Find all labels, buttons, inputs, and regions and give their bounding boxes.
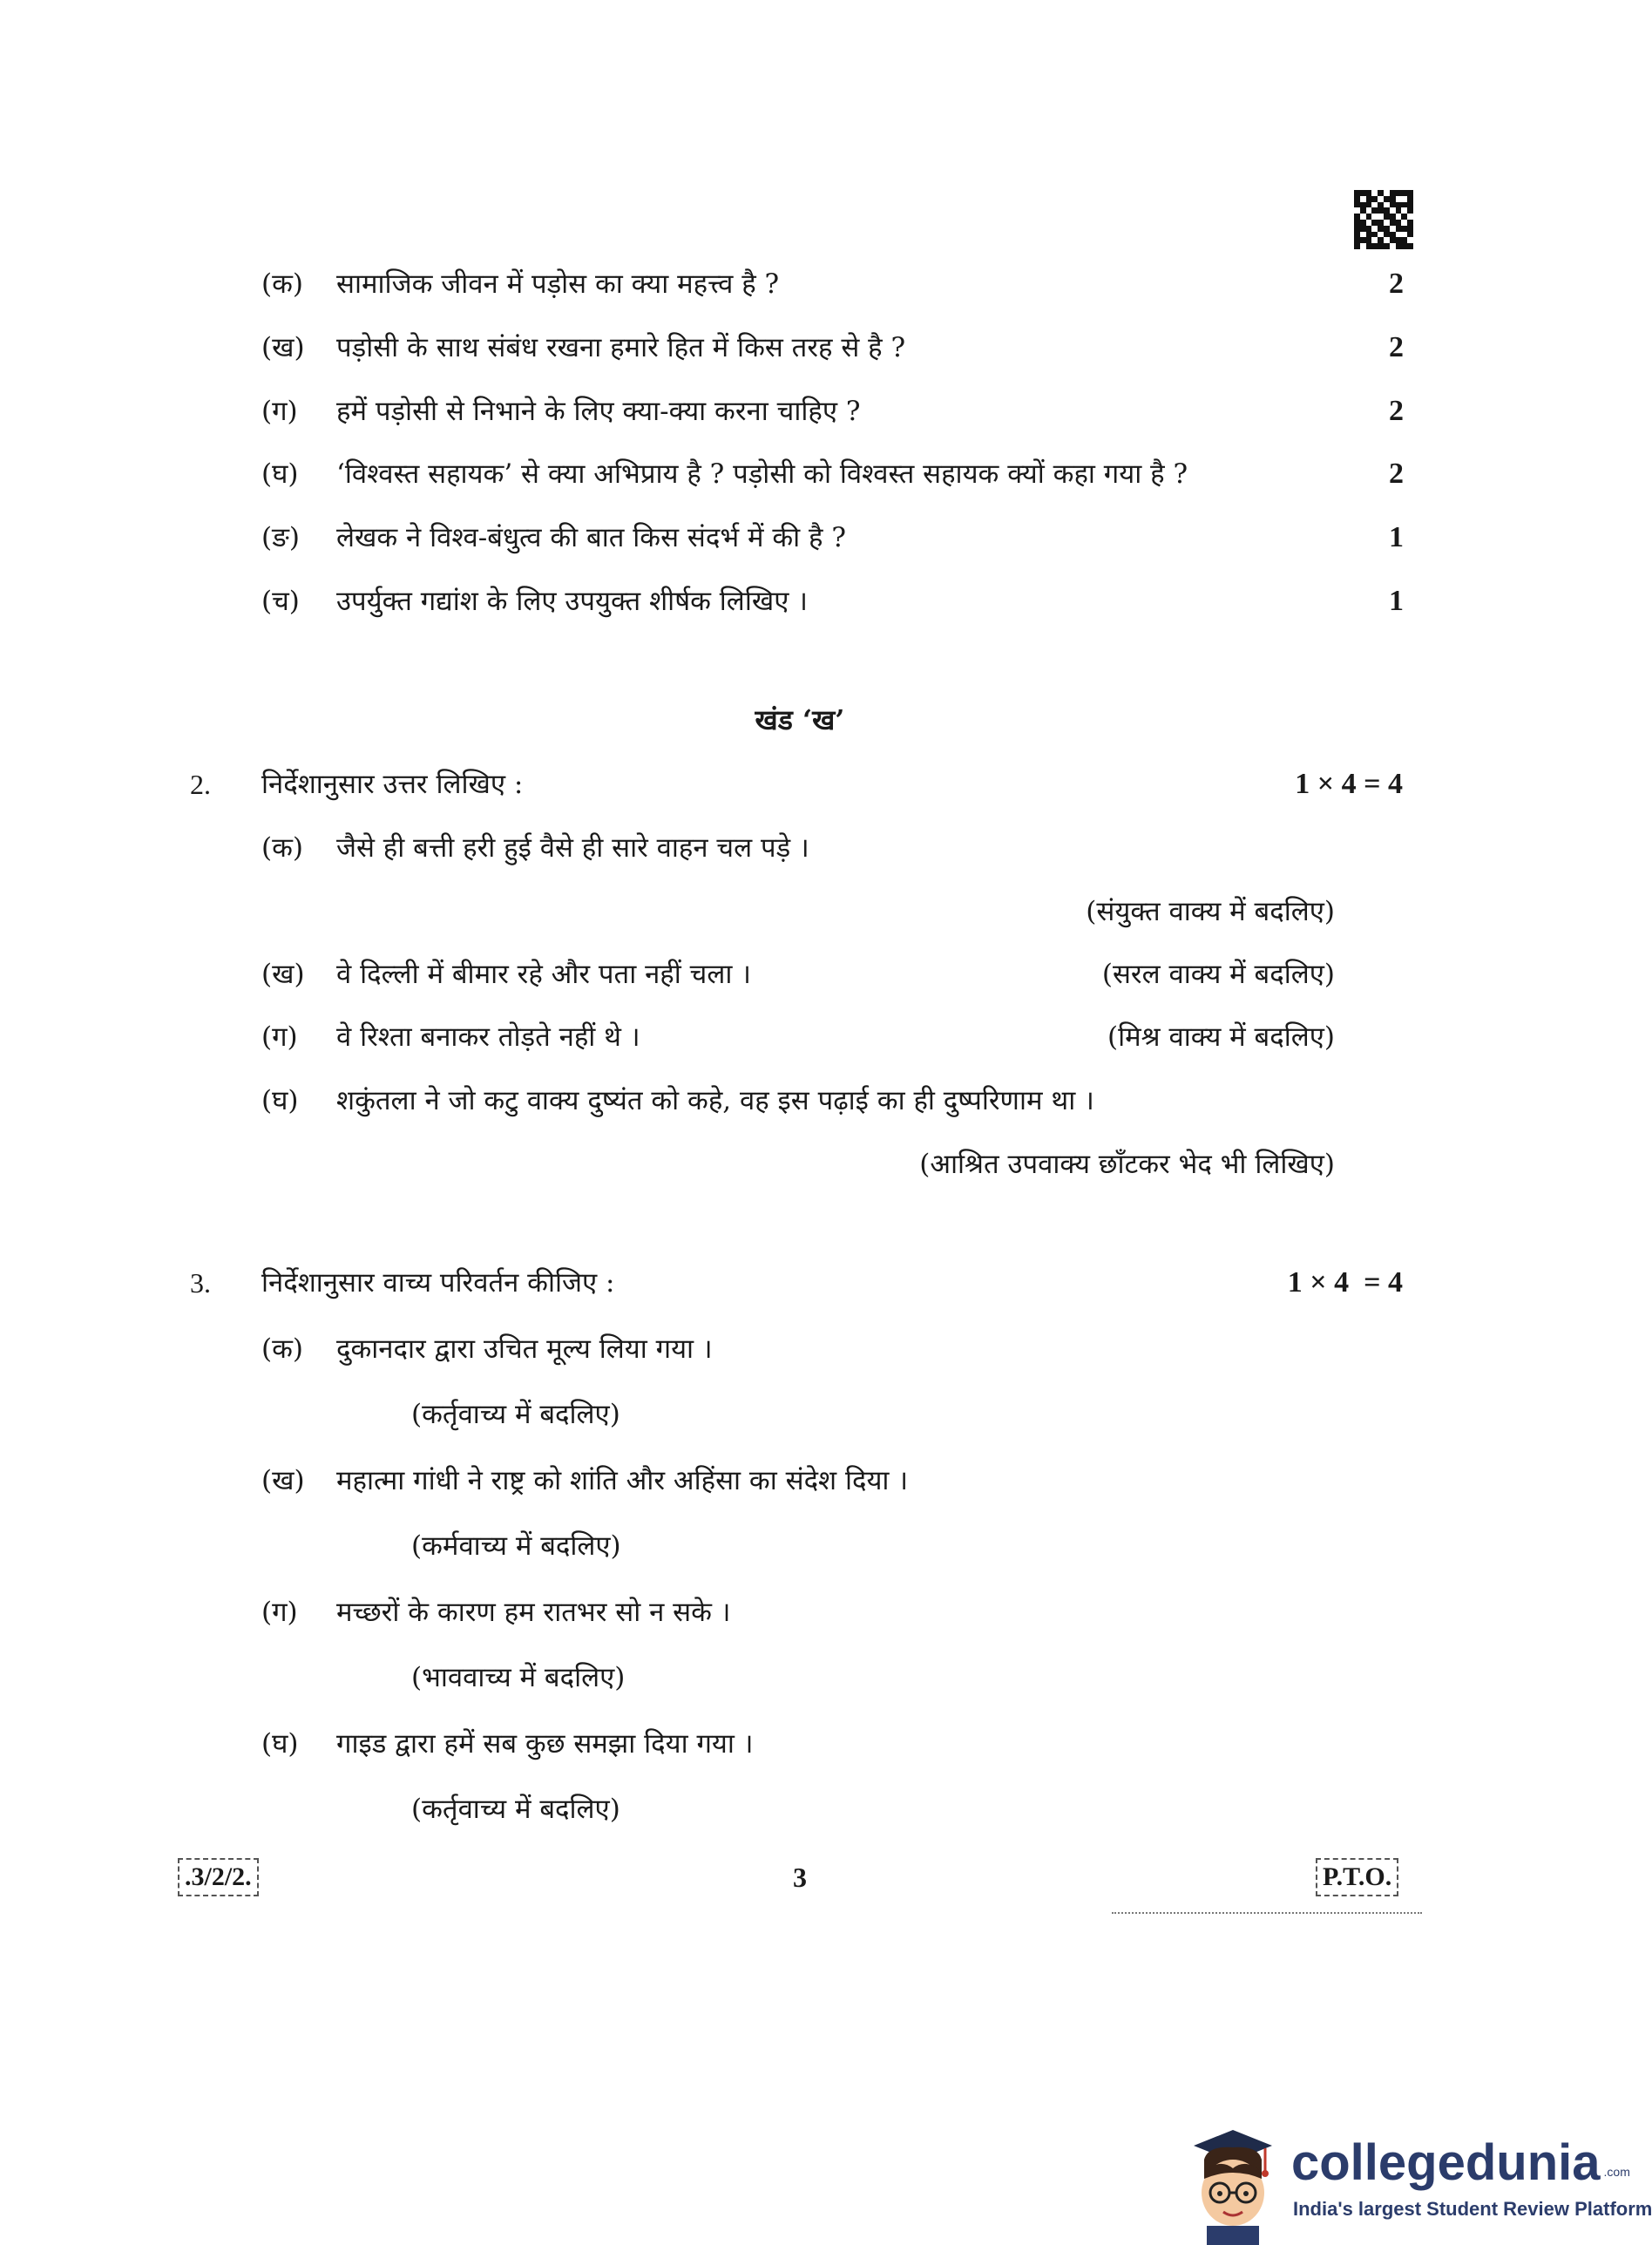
q3a-label: (क) bbox=[261, 1333, 303, 1365]
pto-box: P.T.O. bbox=[1316, 1858, 1398, 1896]
q1b-marks: 2 bbox=[1389, 331, 1404, 363]
q3c-text: मच्छरों के कारण हम रातभर सो न सके । bbox=[336, 1597, 731, 1628]
logo-tagline: India's largest Student Review Platform bbox=[1293, 2198, 1652, 2220]
q3d-label: (घ) bbox=[261, 1728, 299, 1760]
q3d-text: गाइड द्वारा हमें सब कुछ समझा दिया गया । bbox=[336, 1728, 754, 1760]
q1e-marks: 1 bbox=[1389, 521, 1404, 553]
q2c-instruction: (मिश्र वाक्य में बदलिए) bbox=[1107, 1021, 1335, 1053]
q3d-instruction: (कर्तृवाच्य में बदलिए) bbox=[411, 1794, 620, 1825]
q1b-label: (ख) bbox=[261, 332, 305, 363]
q2-marks: 1 × 4 = 4 bbox=[1295, 768, 1403, 800]
q1a-marks: 2 bbox=[1389, 268, 1404, 300]
q2c-text: वे रिश्ता बनाकर तोड़ते नहीं थे । bbox=[336, 1021, 640, 1053]
q2a-label: (क) bbox=[261, 832, 303, 864]
q3c-instruction: (भाववाच्य में बदलिए) bbox=[411, 1662, 626, 1693]
q1c-marks: 2 bbox=[1389, 395, 1404, 427]
section-heading: खंड ‘ख’ bbox=[755, 703, 845, 736]
q3c-label: (ग) bbox=[261, 1597, 298, 1628]
q3b-instruction: (कर्मवाच्य में बदलिए) bbox=[411, 1530, 621, 1562]
micro-print-line bbox=[1112, 1912, 1422, 1916]
q3-marks: 1 × 4 = 4 bbox=[1287, 1266, 1403, 1299]
q3a-text: दुकानदार द्वारा उचित मूल्य लिया गया । bbox=[336, 1333, 713, 1365]
page-number: 3 bbox=[793, 1862, 807, 1893]
q1e-label: (ङ) bbox=[261, 522, 300, 553]
q2b-instruction: (सरल वाक्य में बदलिए) bbox=[1101, 959, 1335, 990]
q1f-text: उपर्युक्त गद्यांश के लिए उपयुक्त शीर्षक लिखिए । bbox=[336, 586, 808, 617]
q1d-marks: 2 bbox=[1389, 458, 1404, 490]
student-mascot-icon bbox=[1185, 2126, 1281, 2245]
q2-number: 2. bbox=[190, 769, 211, 800]
q2d-text: शकुंतला ने जो कटु वाक्य दुष्यंत को कहे, वह इस पढ़ाई का ही दुष्परिणाम था । bbox=[336, 1085, 1094, 1116]
paper-code: .3/2/2. bbox=[178, 1858, 259, 1896]
q1c-label: (ग) bbox=[261, 396, 298, 427]
q1e-text: लेखक ने विश्व-बंधुत्व की बात किस संदर्भ में की है ? bbox=[336, 522, 846, 553]
q1d-text: ‘विश्वस्त सहायक’ से क्या अभिप्राय है ? पड़ोसी को विश्वस्त सहायक क्यों कहा गया है ? bbox=[336, 458, 1188, 490]
q1c-text: हमें पड़ोसी से निभाने के लिए क्या-क्या करना चाहिए ? bbox=[336, 396, 861, 427]
q1f-label: (च) bbox=[261, 586, 300, 617]
q1a-label: (क) bbox=[261, 268, 303, 300]
logo-domain-suffix: .com bbox=[1603, 2165, 1630, 2179]
q3b-label: (ख) bbox=[261, 1465, 305, 1496]
logo-wordmark: collegedunia bbox=[1291, 2134, 1601, 2191]
q2a-instruction: (संयुक्त वाक्य में बदलिए) bbox=[1086, 896, 1335, 927]
q2b-label: (ख) bbox=[261, 959, 305, 990]
q3-number: 3. bbox=[190, 1267, 211, 1299]
q3-title: निर्देशानुसार वाच्य परिवर्तन कीजिए : bbox=[261, 1267, 615, 1299]
q1b-text: पड़ोसी के साथ संबंध रखना हमारे हित में किस तरह से है ? bbox=[336, 332, 906, 363]
q1f-marks: 1 bbox=[1389, 585, 1404, 617]
q3b-text: महात्मा गांधी ने राष्ट्र को शांति और अहिंसा का संदेश दिया । bbox=[336, 1465, 909, 1496]
q2d-instruction: (आश्रित उपवाक्य छाँटकर भेद भी लिखिए) bbox=[919, 1149, 1335, 1180]
q2b-text: वे दिल्ली में बीमार रहे और पता नहीं चला । bbox=[336, 959, 751, 990]
q2a-text: जैसे ही बत्ती हरी हुई वैसे ही सारे वाहन चल पड़े । bbox=[336, 832, 809, 864]
q2d-label: (घ) bbox=[261, 1085, 299, 1116]
q3a-instruction: (कर्तृवाच्य में बदलिए) bbox=[411, 1399, 620, 1430]
qr-code bbox=[1354, 190, 1413, 249]
collegedunia-logo bbox=[1185, 2109, 1652, 2245]
q1a-text: सामाजिक जीवन में पड़ोस का क्या महत्त्व है ? bbox=[336, 268, 780, 300]
q1d-label: (घ) bbox=[261, 458, 299, 490]
q2-title: निर्देशानुसार उत्तर लिखिए : bbox=[261, 769, 524, 800]
q2c-label: (ग) bbox=[261, 1021, 298, 1053]
